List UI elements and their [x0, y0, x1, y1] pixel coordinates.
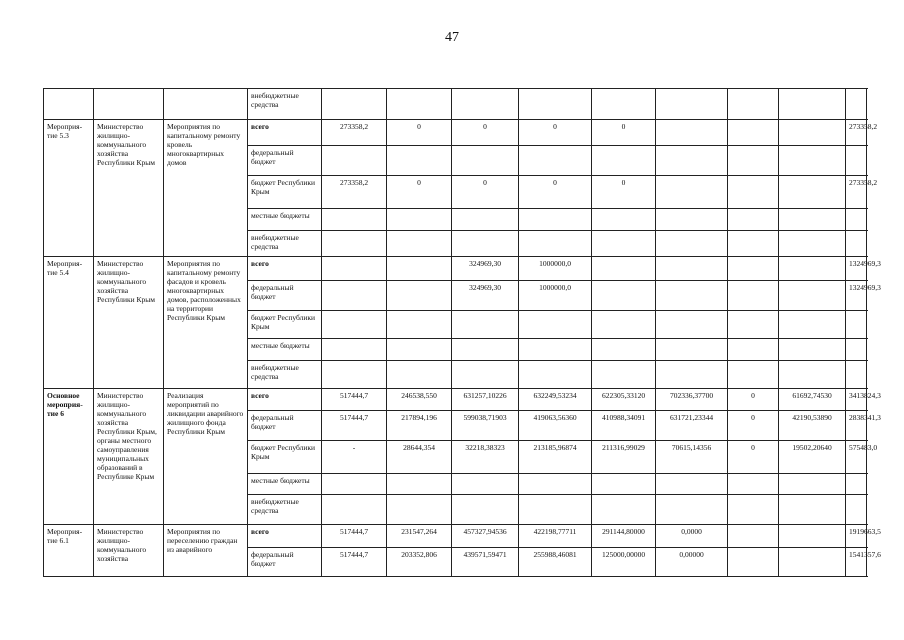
funding-source: бюджет Республики Крым: [248, 176, 322, 209]
amount-cell: [779, 231, 846, 257]
group-executor: Министерство жилищно-коммунального хозяйства Республики Крым: [94, 257, 164, 389]
amount-cell: [387, 495, 452, 525]
group-title: Мероприятия по переселению граждан из аварийного: [164, 525, 248, 577]
amount-cell: [779, 120, 846, 146]
empty-cell: [94, 89, 164, 120]
amount-cell: 702336,37700: [656, 389, 728, 411]
amount-cell: [846, 361, 867, 389]
amount-cell: 61692,74530: [779, 389, 846, 411]
amount-cell: 0: [387, 176, 452, 209]
group-executor: Министерство жилищно-коммунального хозяйства Республики Крым, органы местного самоуправления муниципальных образований в Республике Крым: [94, 389, 164, 525]
amount-cell: [452, 361, 519, 389]
funding-source: бюджет Республики Крым: [248, 441, 322, 474]
amount-cell: [322, 209, 387, 231]
funding-source: федеральный бюджет: [248, 281, 322, 311]
amount-cell: 42190,53890: [779, 411, 846, 441]
amount-cell: 19502,20640: [779, 441, 846, 474]
amount-cell: [519, 146, 592, 176]
funding-source: местные бюджеты: [248, 474, 322, 495]
amount-cell: [779, 311, 846, 339]
group-name: Мероприя-тие 5.4: [44, 257, 94, 389]
amount-cell: [387, 281, 452, 311]
amount-cell: 1000000,0: [519, 257, 592, 281]
amount-cell: [728, 281, 779, 311]
amount-cell: 217894,196: [387, 411, 452, 441]
amount-cell: [452, 89, 519, 120]
amount-cell: 125000,00000: [592, 548, 656, 577]
amount-cell: [452, 474, 519, 495]
amount-cell: 0: [592, 120, 656, 146]
amount-cell: [452, 231, 519, 257]
amount-cell: [322, 361, 387, 389]
table-row: [44, 525, 867, 548]
empty-cell: [44, 89, 94, 120]
amount-cell: 0,0000: [656, 525, 728, 548]
amount-cell: 1000000,0: [519, 281, 592, 311]
funding-source: бюджет Республики Крым: [248, 311, 322, 339]
amount-cell: 0: [728, 389, 779, 411]
amount-cell: [656, 146, 728, 176]
amount-cell: 324969,30: [452, 257, 519, 281]
amount-cell: [728, 176, 779, 209]
amount-cell: 70615,14356: [656, 441, 728, 474]
amount-cell: 324969,30: [452, 281, 519, 311]
amount-cell: 273358,2: [322, 176, 387, 209]
amount-cell: [592, 361, 656, 389]
amount-cell: [387, 257, 452, 281]
amount-cell: [779, 339, 846, 361]
amount-cell: [728, 495, 779, 525]
amount-cell: [387, 89, 452, 120]
amount-cell: 631721,23344: [656, 411, 728, 441]
amount-cell: 273358,2: [322, 120, 387, 146]
amount-cell: [656, 361, 728, 389]
amount-cell: [779, 209, 846, 231]
group-name: Основное мероприя-тие 6: [44, 389, 94, 525]
amount-cell: 0,00000: [656, 548, 728, 577]
amount-cell: [728, 548, 779, 577]
amount-cell: [387, 311, 452, 339]
amount-cell: [322, 281, 387, 311]
group-title: Мероприятия по капитальному ремонту кровель многоквартирных домов: [164, 120, 248, 257]
funding-source: всего: [248, 389, 322, 411]
amount-cell: [656, 120, 728, 146]
amount-cell: [728, 120, 779, 146]
group-title: Мероприятия по капитальному ремонту фасадов и кровель многоквартирных домов, расположенных на территории Республики Крым: [164, 257, 248, 389]
amount-cell: [779, 361, 846, 389]
amount-cell: 439571,59471: [452, 548, 519, 577]
amount-cell: [728, 89, 779, 120]
amount-cell: [387, 361, 452, 389]
amount-cell: [779, 176, 846, 209]
amount-cell: [387, 339, 452, 361]
amount-cell: [387, 231, 452, 257]
funding-source: местные бюджеты: [248, 209, 322, 231]
amount-cell: 1324969,3: [846, 257, 867, 281]
amount-cell: [452, 311, 519, 339]
empty-cell: [164, 89, 248, 120]
table-row: [44, 89, 867, 120]
amount-cell: [728, 257, 779, 281]
amount-cell: 457327,94536: [452, 525, 519, 548]
funding-source: местные бюджеты: [248, 339, 322, 361]
amount-cell: [656, 339, 728, 361]
amount-cell: [452, 146, 519, 176]
amount-cell: [779, 474, 846, 495]
amount-cell: -: [322, 441, 387, 474]
amount-cell: 622305,33120: [592, 389, 656, 411]
amount-cell: [656, 281, 728, 311]
amount-cell: [452, 495, 519, 525]
amount-cell: [846, 209, 867, 231]
group-executor: Министерство жилищно-коммунального хозяйства Республики Крым: [94, 120, 164, 257]
amount-cell: [519, 311, 592, 339]
amount-cell: 599038,71903: [452, 411, 519, 441]
amount-cell: 1541357,6: [846, 548, 867, 577]
amount-cell: [728, 525, 779, 548]
amount-cell: [656, 257, 728, 281]
amount-cell: [387, 474, 452, 495]
amount-cell: [519, 89, 592, 120]
amount-cell: 517444,7: [322, 548, 387, 577]
amount-cell: [592, 146, 656, 176]
amount-cell: [846, 89, 867, 120]
amount-cell: 0: [452, 176, 519, 209]
amount-cell: [592, 495, 656, 525]
amount-cell: [452, 209, 519, 231]
amount-cell: [656, 231, 728, 257]
budget-table: [43, 88, 881, 577]
amount-cell: [779, 257, 846, 281]
amount-cell: [519, 209, 592, 231]
amount-cell: 631257,10226: [452, 389, 519, 411]
amount-cell: [656, 311, 728, 339]
amount-cell: 2838341,3: [846, 411, 867, 441]
funding-source: федеральный бюджет: [248, 411, 322, 441]
amount-cell: [846, 146, 867, 176]
funding-source: внебюджетные средства: [248, 495, 322, 525]
amount-cell: [846, 474, 867, 495]
funding-source: внебюджетные средства: [248, 231, 322, 257]
amount-cell: [322, 339, 387, 361]
amount-cell: [728, 339, 779, 361]
group-name: Мероприя-тие 5.3: [44, 120, 94, 257]
amount-cell: [846, 231, 867, 257]
amount-cell: [322, 146, 387, 176]
amount-cell: [519, 231, 592, 257]
amount-cell: [656, 89, 728, 120]
amount-cell: [519, 361, 592, 389]
amount-cell: 517444,7: [322, 411, 387, 441]
amount-cell: 0: [728, 441, 779, 474]
amount-cell: [779, 525, 846, 548]
amount-cell: 273358,2: [846, 120, 867, 146]
amount-cell: [322, 231, 387, 257]
amount-cell: [779, 281, 846, 311]
table-row: [44, 257, 867, 281]
amount-cell: [728, 209, 779, 231]
funding-source: всего: [248, 257, 322, 281]
amount-cell: [728, 474, 779, 495]
funding-source: федеральный бюджет: [248, 146, 322, 176]
amount-cell: [728, 361, 779, 389]
amount-cell: [519, 495, 592, 525]
amount-cell: [779, 89, 846, 120]
amount-cell: 291144,80000: [592, 525, 656, 548]
funding-source: внебюджетные средства: [248, 89, 322, 120]
amount-cell: [387, 146, 452, 176]
amount-cell: [779, 495, 846, 525]
amount-cell: 3413824,3: [846, 389, 867, 411]
funding-source: внебюджетные средства: [248, 361, 322, 389]
amount-cell: [846, 495, 867, 525]
amount-cell: [728, 231, 779, 257]
amount-cell: 575483,0: [846, 441, 867, 474]
amount-cell: [592, 311, 656, 339]
amount-cell: 1324969,3: [846, 281, 867, 311]
amount-cell: 632249,53234: [519, 389, 592, 411]
funding-source: всего: [248, 120, 322, 146]
amount-cell: 32218,38323: [452, 441, 519, 474]
amount-cell: 213185,96874: [519, 441, 592, 474]
amount-cell: [846, 339, 867, 361]
group-executor: Министерство жилищно-коммунального хозяйства: [94, 525, 164, 577]
amount-cell: [592, 339, 656, 361]
amount-cell: [779, 548, 846, 577]
amount-cell: [322, 474, 387, 495]
table-row: [44, 389, 867, 411]
amount-cell: [846, 311, 867, 339]
amount-cell: 0: [387, 120, 452, 146]
amount-cell: [656, 495, 728, 525]
amount-cell: [322, 311, 387, 339]
amount-cell: 273358,2: [846, 176, 867, 209]
amount-cell: [592, 89, 656, 120]
amount-cell: 0: [519, 120, 592, 146]
amount-cell: [728, 146, 779, 176]
page-number: 47: [445, 30, 459, 45]
amount-cell: 422198,77711: [519, 525, 592, 548]
amount-cell: [592, 231, 656, 257]
table-row: [44, 120, 867, 146]
amount-cell: 1919663,5: [846, 525, 867, 548]
amount-cell: [452, 339, 519, 361]
amount-cell: [656, 474, 728, 495]
amount-cell: 28644,354: [387, 441, 452, 474]
amount-cell: [322, 257, 387, 281]
amount-cell: [519, 339, 592, 361]
amount-cell: [656, 176, 728, 209]
funding-source: федеральный бюджет: [248, 548, 322, 577]
group-title: Реализация мероприятий по ликвидации аварийного жилищного фонда Республики Крым: [164, 389, 248, 525]
amount-cell: [519, 474, 592, 495]
amount-cell: [322, 495, 387, 525]
funding-source: всего: [248, 525, 322, 548]
amount-cell: [656, 209, 728, 231]
amount-cell: 517444,7: [322, 525, 387, 548]
amount-cell: [592, 257, 656, 281]
amount-cell: [592, 281, 656, 311]
amount-cell: 246538,550: [387, 389, 452, 411]
amount-cell: 211316,99029: [592, 441, 656, 474]
amount-cell: 419063,56360: [519, 411, 592, 441]
amount-cell: [387, 209, 452, 231]
amount-cell: [592, 474, 656, 495]
amount-cell: 203352,806: [387, 548, 452, 577]
amount-cell: [728, 311, 779, 339]
amount-cell: [322, 89, 387, 120]
amount-cell: 255988,46081: [519, 548, 592, 577]
amount-cell: 517444,7: [322, 389, 387, 411]
amount-cell: 0: [452, 120, 519, 146]
amount-cell: 0: [519, 176, 592, 209]
group-name: Мероприя-тие 6.1: [44, 525, 94, 577]
amount-cell: [779, 146, 846, 176]
amount-cell: 231547,264: [387, 525, 452, 548]
amount-cell: 0: [592, 176, 656, 209]
amount-cell: [592, 209, 656, 231]
amount-cell: 410988,34091: [592, 411, 656, 441]
amount-cell: 0: [728, 411, 779, 441]
